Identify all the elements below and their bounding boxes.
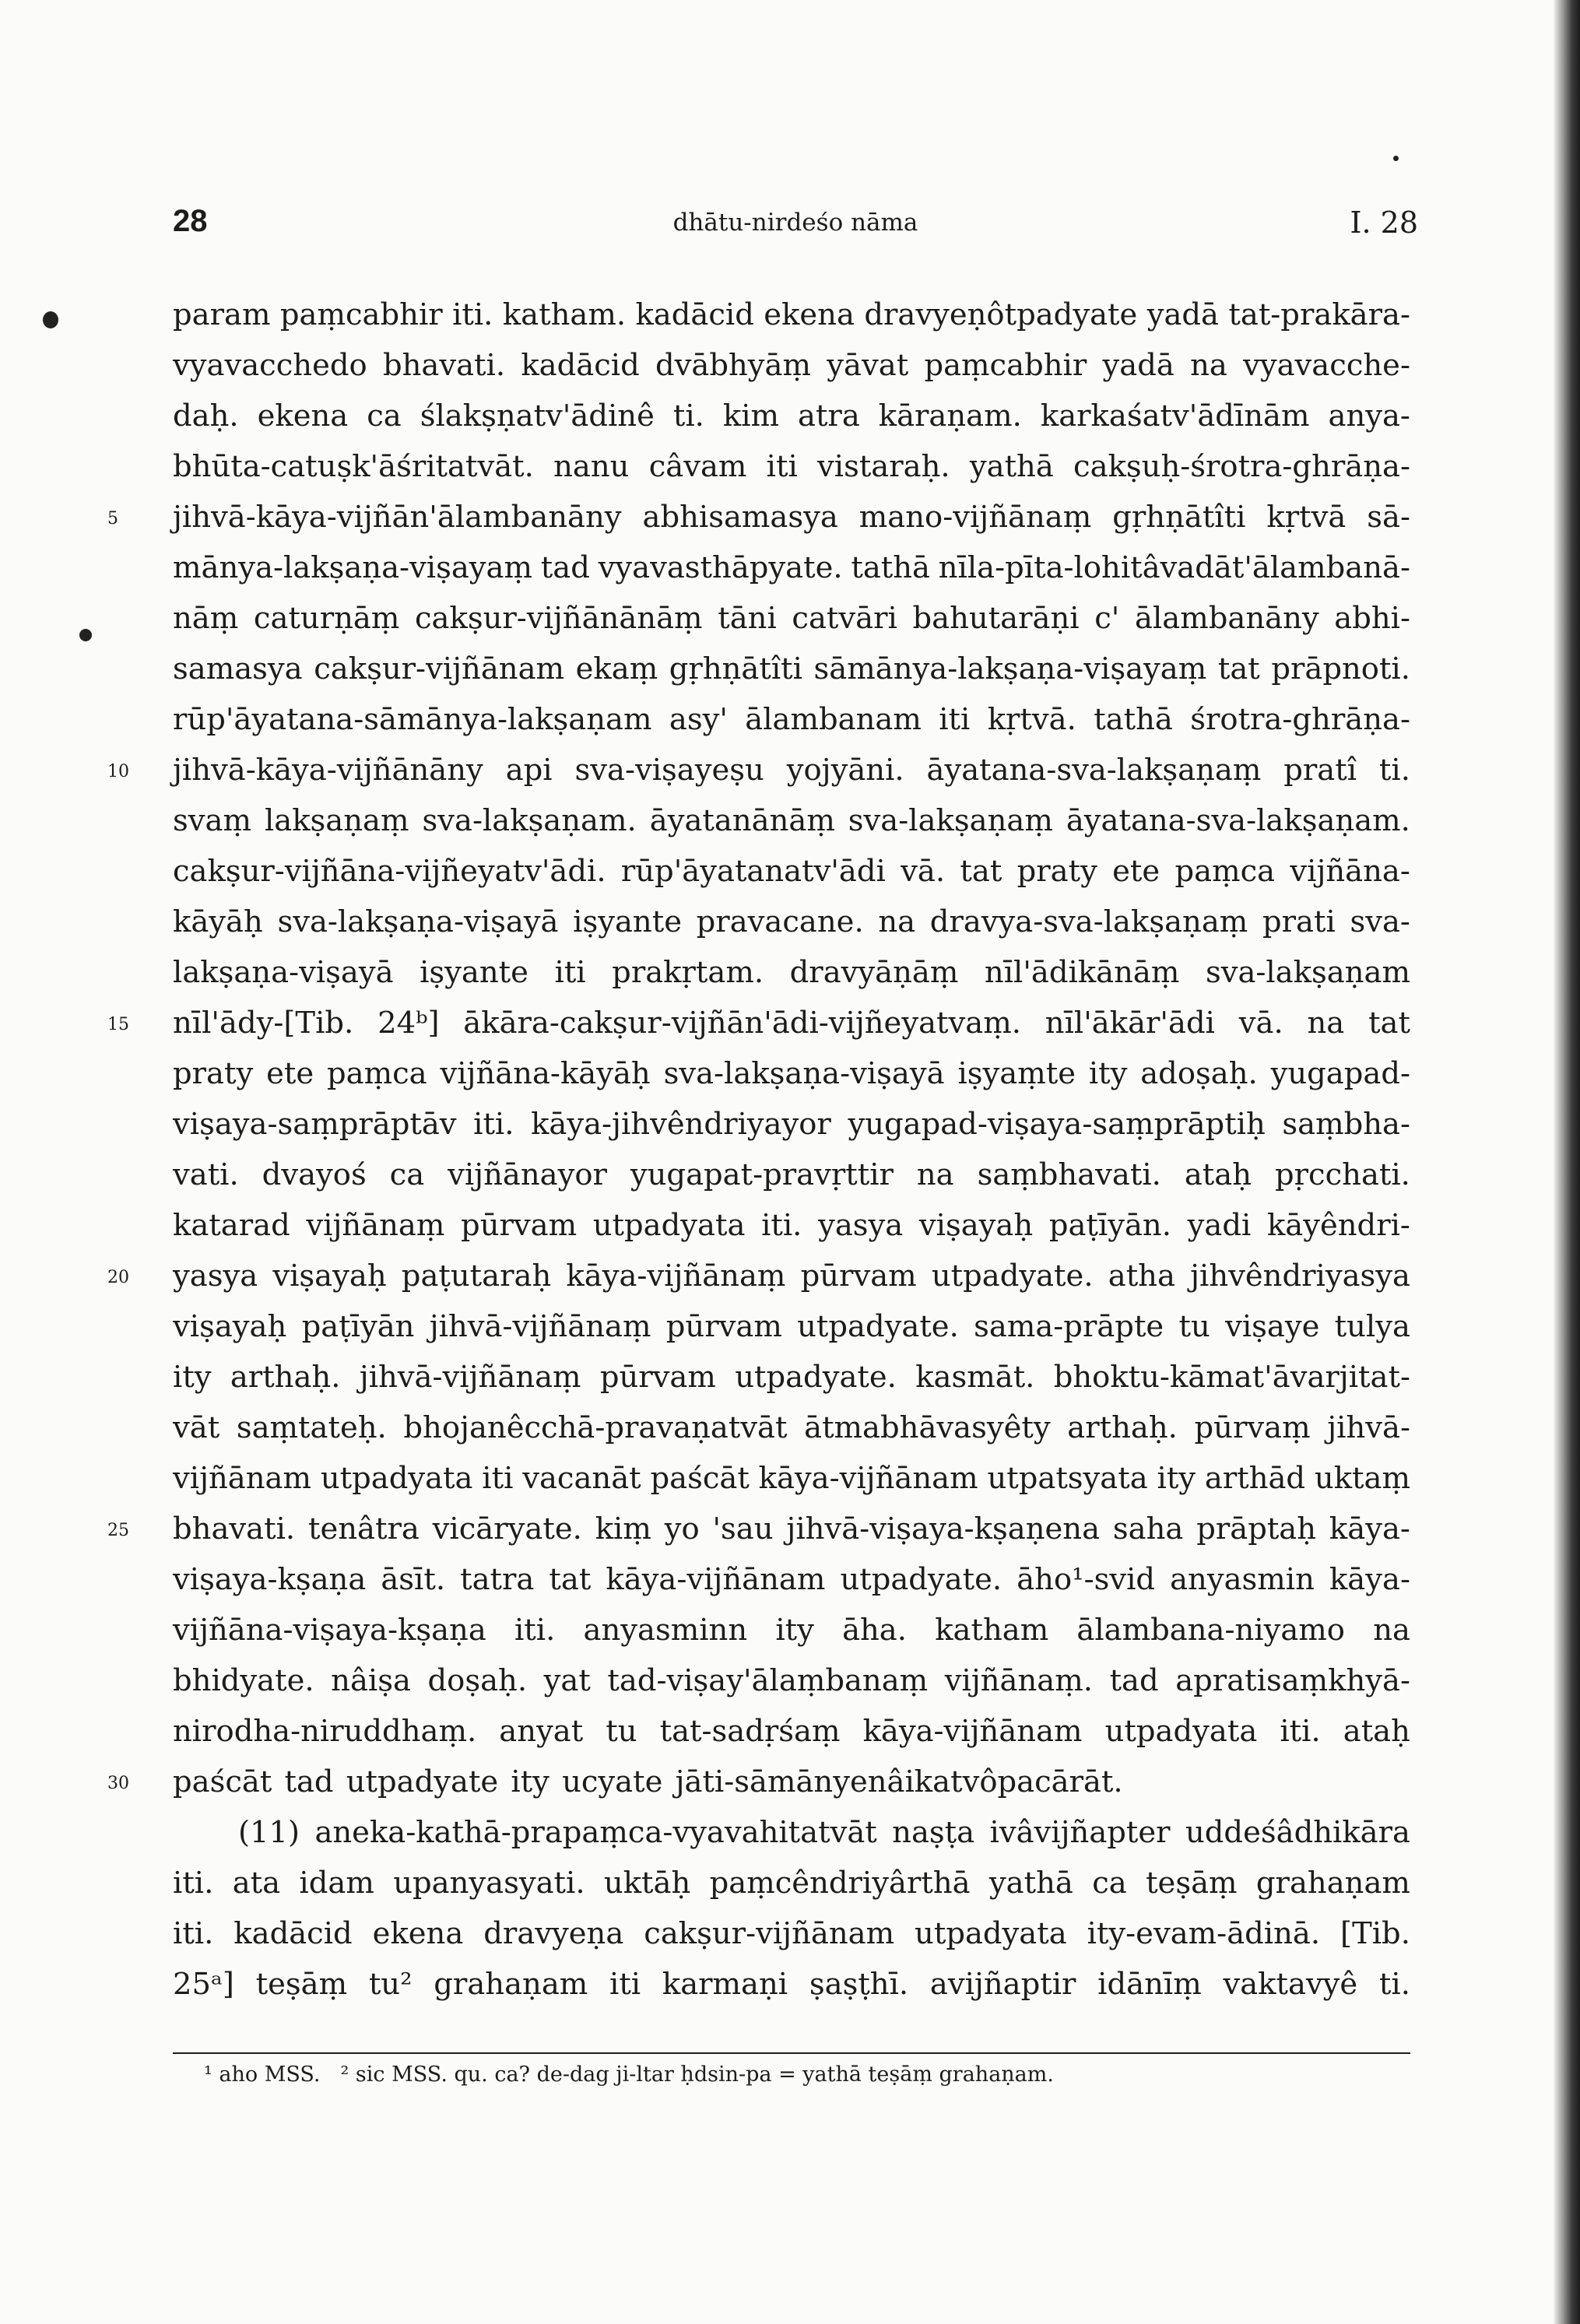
text-line: katarad vijñānaṃ pūrvam utpadyata iti. yasya viṣayaḥ paṭīyān. yadi kāyêndri- [173, 1208, 1410, 1243]
footnote: ¹ aho MSS. [204, 2062, 321, 2087]
text-line: daḥ. ekena ca ślakṣṇatv'ādinê ti. kim atra kāraṇam. karkaśatv'ādīnām anya- [173, 398, 1410, 434]
text-line: rūp'āyatana-sāmānya-lakṣaṇam asy' ālambanam iti kṛtvā. tathā śrotra-ghrāṇa- [173, 702, 1410, 737]
text-line: samasya cakṣur-vijñānam ekaṃ gṛhṇātîti sāmānya-lakṣaṇa-viṣayaṃ tat prāpnoti. [173, 651, 1410, 686]
text-line: viṣaya-kṣaṇa āsīt. tatra tat kāya-vijñānam utpadyate. āho¹-svid anyasmin kāya- [173, 1562, 1410, 1597]
text-line: lakṣaṇa-viṣayā iṣyante iti prakṛtam. dravyāṇāṃ nīl'ādikānāṃ sva-lakṣaṇam [173, 955, 1410, 990]
text-line: viṣaya-saṃprāptāv iti. kāya-jihvêndriyayor yugapad-viṣaya-saṃprāptiḥ saṃbha- [173, 1107, 1410, 1142]
scan-binding-shadow [1554, 0, 1580, 2324]
text-line: vāt saṃtateḥ. bhojanêcchā-pravaṇatvāt ātmabhāvasyêty arthaḥ. pūrvaṃ jihvā- [173, 1410, 1410, 1445]
line-number: 20 [107, 1268, 129, 1287]
text-line: bhidyate. nâiṣa doṣaḥ. yat tad-viṣay'ālaṃbanaṃ vijñānaṃ. tad apratisaṃkhyā- [173, 1663, 1410, 1698]
line-number: 10 [107, 762, 129, 781]
scan-speck [43, 311, 58, 328]
text-line: iti. ata idam upanyasyati. uktāḥ paṃcêndriyârthā yathā ca teṣāṃ grahaṇam [173, 1866, 1410, 1901]
text-line: 25 bhavati. tenâtra vicāryate. kiṃ yo 'sau jihvā-viṣaya-kṣaṇena saha prāptaḥ kāya- [173, 1504, 1410, 1554]
running-title: dhātu-nirdeśo nāma [672, 209, 918, 237]
section-reference: I. 28 [1350, 205, 1418, 240]
text-line: vijñānam utpadyata iti vacanāt paścāt kāya-vijñānam utpatsyata ity arthād uktaṃ [173, 1461, 1410, 1496]
text-line: viṣayaḥ paṭīyān jihvā-vijñānaṃ pūrvam utpadyate. sama-prāpte tu viṣaye tulya [173, 1309, 1410, 1344]
page-header [173, 204, 1418, 251]
text-line: 25ᵃ] teṣāṃ tu² grahaṇam iti karmaṇi ṣaṣṭhī. avijñaptir idānīṃ vaktavyê ti. [173, 1967, 1410, 2002]
text-line: nāṃ caturṇāṃ cakṣur-vijñānānāṃ tāni catvāri bahutarāṇi c' ālambanāny abhi- [173, 601, 1410, 636]
text-line: 15 nīl'ādy-[Tib. 24ᵇ] ākāra-cakṣur-vijñān'ādi-vijñeyatvaṃ. nīl'ākār'ādi vā. na tat [173, 998, 1410, 1048]
text-line: mānya-lakṣaṇa-viṣayaṃ tad vyavasthāpyate. tathā nīla-pīta-lohitâvadāt'ālambanā- [173, 550, 1410, 585]
line-number: 5 [107, 509, 118, 528]
text-line: nirodha-niruddhaṃ. anyat tu tat-sadṛśaṃ kāya-vijñānam utpadyata iti. ataḥ [173, 1714, 1410, 1749]
text-line: 5 jihvā-kāya-vijñān'ālambanāny abhisamasya mano-vijñānaṃ gṛhṇātîti kṛtvā sā- [173, 492, 1410, 542]
text-line: vati. dvayoś ca vijñānayor yugapat-pravṛttir na saṃbhavati. ataḥ pṛcchati. [173, 1157, 1410, 1192]
scan-speck [79, 629, 92, 641]
scan-speck [1393, 156, 1399, 161]
footnotes [204, 2062, 1074, 2087]
line-number: 30 [107, 1774, 129, 1793]
text-line: svaṃ lakṣaṇaṃ sva-lakṣaṇam. āyatanānāṃ sva-lakṣaṇaṃ āyatana-sva-lakṣaṇam. [173, 803, 1410, 838]
text-line: vyavacchedo bhavati. kadācid dvābhyāṃ yāvat paṃcabhir yadā na vyavacche- [173, 348, 1410, 383]
page-number: 28 [173, 204, 208, 238]
footnote: ² sic MSS. qu. ca? de-dag ji-ltar ḥdsin-pa = yathā teṣāṃ grahaṇam. [340, 2062, 1054, 2087]
line-number: 25 [107, 1521, 129, 1540]
text-line: praty ete paṃca vijñāna-kāyāḥ sva-lakṣaṇa-viṣayā iṣyaṃte ity adoṣaḥ. yugapad- [173, 1056, 1410, 1091]
text-line: 30 paścāt tad utpadyate ity ucyate jāti-sāmānyenâikatvôpacārāt. [173, 1757, 1410, 1807]
text-line: ity arthaḥ. jihvā-vijñānaṃ pūrvam utpadyate. kasmāt. bhoktu-kāmat'āvarjitat- [173, 1360, 1410, 1395]
text-line: kāyāḥ sva-lakṣaṇa-viṣayā iṣyante pravacane. na dravya-sva-lakṣaṇaṃ prati sva- [173, 904, 1410, 939]
text-line: 20 yasya viṣayaḥ paṭutaraḥ kāya-vijñānaṃ pūrvam utpadyate. atha jihvêndriyasya [173, 1251, 1410, 1301]
text-line: iti. kadācid ekena dravyeṇa cakṣur-vijñānam utpadyata ity-evam-ādinā. [Tib. [173, 1916, 1410, 1951]
text-line: cakṣur-vijñāna-vijñeyatv'ādi. rūp'āyatanatv'ādi vā. tat praty ete paṃca vijñāna- [173, 854, 1410, 889]
text-line: (11) aneka-kathā-prapaṃca-vyavahitatvāt naṣṭa ivâvijñapter uddeśâdhikāra [238, 1815, 1410, 1850]
text-line: bhūta-catuṣk'āśritatvāt. nanu câvam iti vistaraḥ. yathā cakṣuḥ-śrotra-ghrāṇa- [173, 449, 1410, 484]
line-number: 15 [107, 1015, 129, 1034]
body-text [107, 290, 1410, 2010]
text-line: param paṃcabhir iti. katham. kadācid ekena dravyeṇôtpadyate yadā tat-prakāra- [173, 297, 1410, 332]
text-line: vijñāna-viṣaya-kṣaṇa iti. anyasminn ity āha. katham ālambana-niyamo na [173, 1613, 1410, 1648]
text-line: 10 jihvā-kāya-vijñānāny api sva-viṣayeṣu yojyāni. āyatana-sva-lakṣaṇaṃ pratî ti. [173, 745, 1410, 795]
footnote-divider [173, 2052, 1410, 2054]
